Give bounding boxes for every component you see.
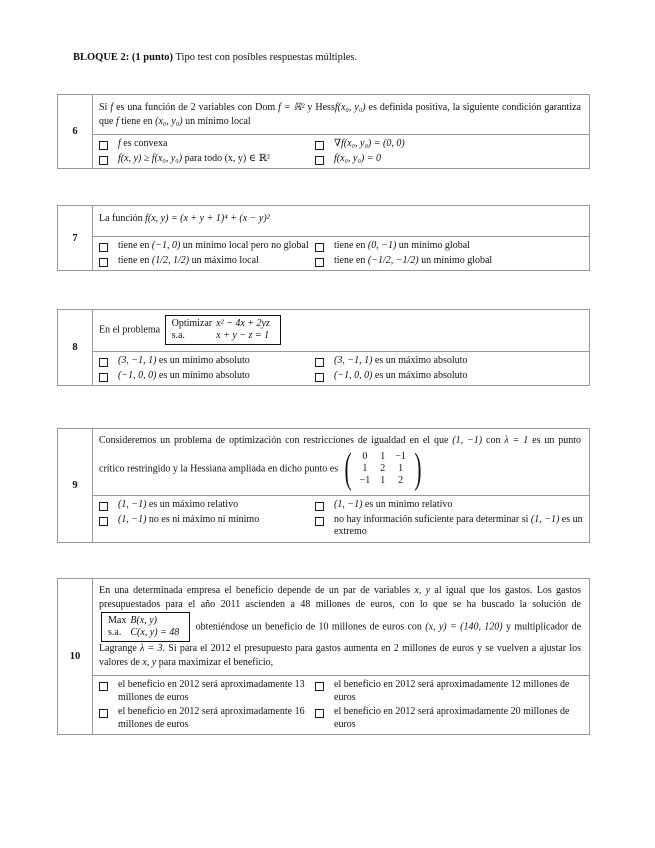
answer-option-text: el beneficio en 2012 será aproximadamente 16 millones de euros <box>118 706 305 730</box>
block-title: BLOQUE 2: (1 punto) <box>73 52 174 63</box>
answer-option[interactable] <box>315 138 583 151</box>
question-stem: En una determinada empresa el beneficio depende de un par de variables x, y al igual que los gastos. Los gastos presupuestados para el año 2011 ascienden a 48 millones de euros, con lo que se ha buscado la solución de Max B(x, y) s.a. C(x, y) = 48 obteniéndose un beneficio de 10 millones de euros con (x, y) = (140, 120) y multiplicador de Lagrange λ = 3. Si para el 2012 el presupuesto para gastos aumenta en 2 millones de euros y se vuelven a ajustar los valores de x, y para maximizar el beneficio, <box>93 579 590 676</box>
problem-box: Optimizar x² − 4x + 2yz s.a. x + y − z = 1 <box>165 315 281 345</box>
answer-option-text: tiene en (−1/2, −1/2) un mínimo global <box>334 254 493 266</box>
answer-option-text: (1, −1) es un mínimo relativo <box>334 499 453 510</box>
checkbox[interactable] <box>99 517 108 526</box>
answer-option-text: tiene en (1/2, 1/2) un máximo local <box>118 254 259 266</box>
answer-option[interactable] <box>315 240 583 253</box>
answer-option[interactable] <box>315 706 583 731</box>
checkbox[interactable] <box>315 243 324 252</box>
answer-option[interactable] <box>99 355 315 368</box>
checkbox[interactable] <box>315 682 324 691</box>
question-9 <box>57 428 590 543</box>
answer-option[interactable] <box>99 514 315 539</box>
checkbox[interactable] <box>99 141 108 150</box>
answer-option[interactable] <box>315 153 583 166</box>
question-number: 9 <box>58 429 93 543</box>
answer-option-text: (3, −1, 1) es un máximo absoluto <box>334 355 468 366</box>
checkbox[interactable] <box>315 141 324 150</box>
question-number: 10 <box>58 579 93 735</box>
checkbox[interactable] <box>315 517 324 526</box>
answer-option-text: (−1, 0, 0) es un mínimo absoluto <box>118 369 250 381</box>
checkbox[interactable] <box>315 502 324 511</box>
checkbox[interactable] <box>99 358 108 367</box>
checkbox[interactable] <box>315 156 324 165</box>
answer-option[interactable] <box>99 679 315 704</box>
answer-option-text: ∇f(x₀, y₀) = (0, 0) <box>334 138 405 149</box>
checkbox[interactable] <box>315 358 324 367</box>
answer-option[interactable] <box>99 706 315 731</box>
checkbox[interactable] <box>315 373 324 382</box>
answer-option-text: no hay información suficiente para determinar si (1, −1) es un extremo <box>334 513 583 537</box>
block-header <box>73 52 357 63</box>
question-number: 8 <box>58 310 93 386</box>
answer-option-text: (1, −1) no es ni máximo ni mínimo <box>118 513 260 525</box>
answer-option[interactable] <box>315 499 583 512</box>
answer-option-text: el beneficio en 2012 será aproximadamente 13 millones de euros <box>118 679 305 703</box>
answer-option-text: f es convexa <box>118 138 168 149</box>
answer-option[interactable] <box>315 370 583 383</box>
checkbox[interactable] <box>99 709 108 718</box>
answer-option-text: (1, −1) es un máximo relativo <box>118 499 239 510</box>
answer-option[interactable] <box>99 499 315 512</box>
checkbox[interactable] <box>99 682 108 691</box>
question-stem: En el problema Optimizar x² − 4x + 2yz s.a. x + y − z = 1 <box>93 310 590 352</box>
answer-option[interactable] <box>315 514 583 539</box>
question-stem: La función f(x, y) = (x + y + 1)⁴ + (x − y)² <box>93 206 590 237</box>
answer-option[interactable] <box>99 153 315 166</box>
answer-option-text: el beneficio en 2012 será aproximadamente 20 millones de euros <box>334 706 570 730</box>
answer-option-text: (3, −1, 1) es un mínimo absoluto <box>118 355 250 366</box>
question-8 <box>57 309 590 386</box>
question-6 <box>57 94 590 169</box>
answer-option-text: el beneficio en 2012 será aproximadamente 12 millones de euros <box>334 679 570 703</box>
question-number: 7 <box>58 206 93 271</box>
checkbox[interactable] <box>99 373 108 382</box>
answer-option[interactable] <box>315 679 583 704</box>
answer-option[interactable] <box>99 370 315 383</box>
answer-option[interactable] <box>99 240 315 253</box>
answer-option-text: f(x, y) ≥ f(x₀, y₀) para todo (x, y) ∈ ℝ² <box>118 152 270 164</box>
answer-option-text: tiene en (0, −1) un mínimo global <box>334 240 470 251</box>
answer-option[interactable] <box>99 138 315 151</box>
question-10 <box>57 578 590 735</box>
checkbox[interactable] <box>99 502 108 511</box>
question-7 <box>57 205 590 271</box>
checkbox[interactable] <box>315 709 324 718</box>
answer-option-text: (−1, 0, 0) es un máximo absoluto <box>334 369 468 381</box>
question-stem: Consideremos un problema de optimización con restricciones de igualdad en el que (1, −1) con λ = 1 es un punto crítico restringido y la Hessiana ampliada en dicho punto es ( 0 1 −1 1 2 1 −1 1 2 ) <box>93 429 590 496</box>
checkbox[interactable] <box>315 258 324 267</box>
block-subtitle: Tipo test con posibles respuestas múltiples. <box>175 52 358 63</box>
checkbox[interactable] <box>99 258 108 267</box>
answer-option[interactable] <box>99 255 315 268</box>
checkbox[interactable] <box>99 156 108 165</box>
answer-option-text: f(x₀, y₀) = 0 <box>334 152 382 164</box>
answer-option-text: tiene en (−1, 0) un mínimo local pero no global <box>118 240 309 251</box>
answer-option[interactable] <box>315 355 583 368</box>
answer-option[interactable] <box>315 255 583 268</box>
question-stem: Si f es una función de 2 variables con Dom f = ℝ² y Hessf(x₀, y₀) es definida positiva, la siguiente condición garantiza que f tiene en (x₀, y₀) un mínimo local <box>93 95 590 135</box>
hessian-matrix: ( 0 1 −1 1 2 1 −1 1 2 ) <box>344 446 422 492</box>
question-number: 6 <box>58 95 93 169</box>
checkbox[interactable] <box>99 243 108 252</box>
problem-box: Max B(x, y) s.a. C(x, y) = 48 <box>101 612 190 642</box>
